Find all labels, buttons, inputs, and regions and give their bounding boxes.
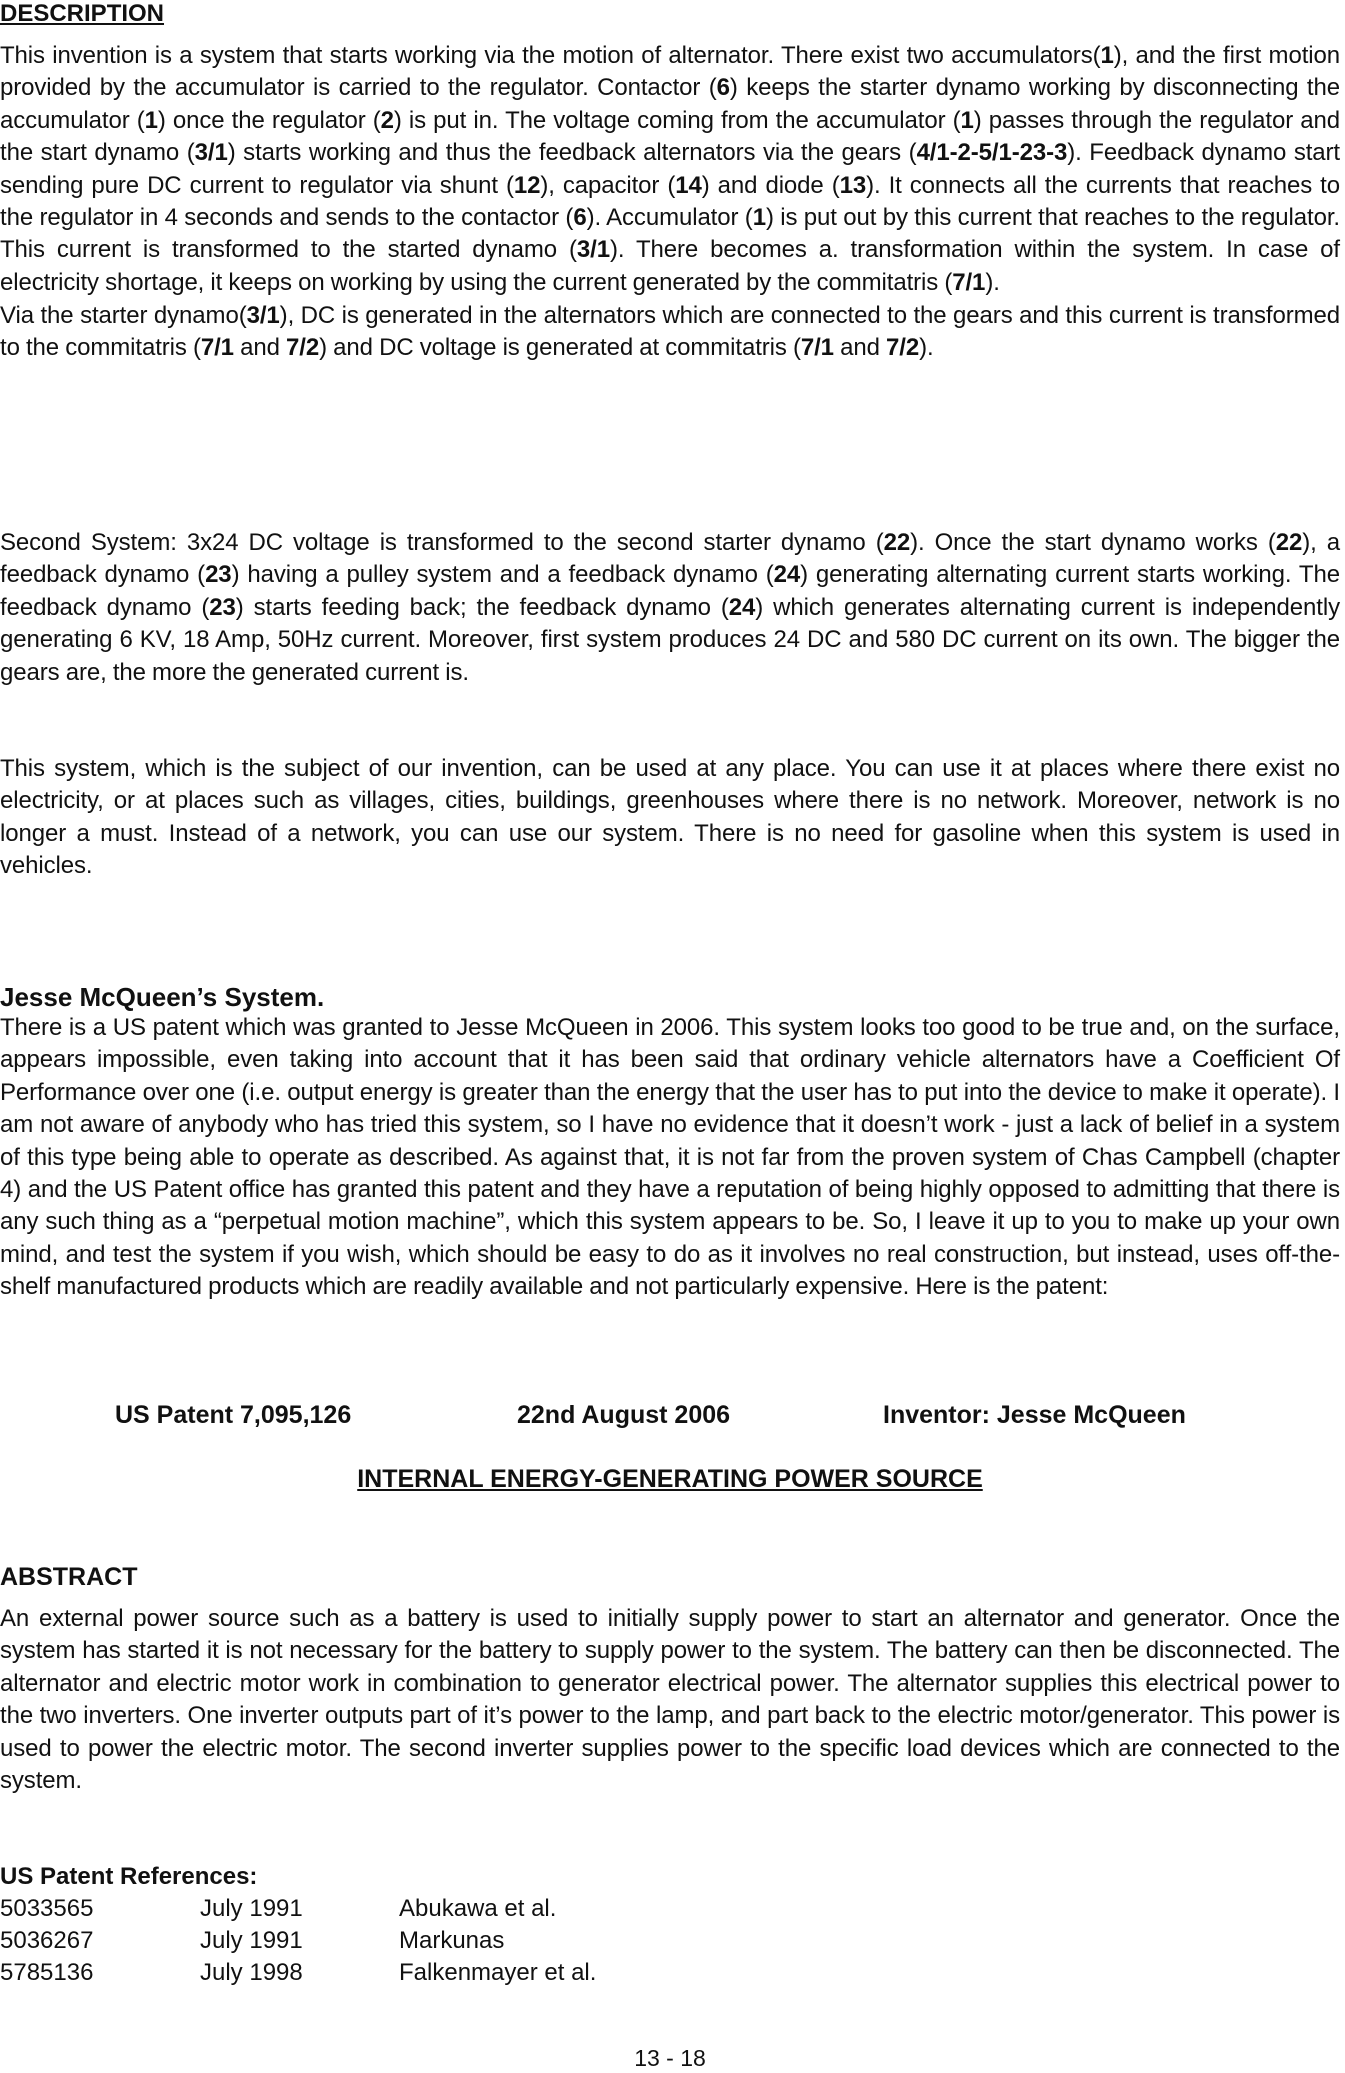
patent-date: 22nd August 2006 [517,1401,731,1429]
reference-numeral: 23 [205,561,232,589]
patent-number: US Patent 7,095,126 [115,1401,352,1429]
reference-numeral: 22 [1275,529,1303,556]
reference-numeral: 3/1 [194,139,228,167]
reference-numeral: 1 [144,106,158,134]
reference-numeral: 7/2 [886,334,920,362]
patent-title: INTERNAL ENERGY-GENERATING POWER SOURCE [357,1465,983,1493]
reference-numeral: 23 [209,593,236,621]
reference-numeral: 22 [883,529,911,556]
page-number: 13 - 18 [634,2045,706,2071]
reference-numeral: 13 [839,171,867,199]
reference-numeral: 1 [752,204,766,232]
reference-numeral: 2 [380,106,394,134]
mcqueen-heading: Jesse McQueen’s System. [0,982,325,1012]
reference-date: July 1991 [200,1927,303,1954]
reference-numeral: 1 [960,106,974,134]
reference-numeral: 1 [1100,42,1114,69]
reference-numeral: 3/1 [246,302,280,329]
reference-numeral: 7/1 [800,334,834,362]
description-heading: DESCRIPTION [0,0,165,27]
reference-date: July 1991 [200,1895,303,1922]
reference-numeral: 14 [675,171,702,199]
description-paragraph-1: This invention is a system that starts working via the motion of alternator. There exist two accumulators(1), and the first motion provided by the accumulator is carried to the regulator. Contactor (6) keeps the starter dynamo working by disconnecting the accumulator (1) once the regulator (2) is put in. The voltage coming from the accumulator (1) passes through the regulator and the start dynamo (3/1) starts working and thus the feedback alternators via the gears (4/1-2-5/1-23-3). Feedback dynamo start sending pure DC current to regulator via shunt (12), capacitor (14) and diode (13). It connects all the currents that reaches to the regulator in 4 seconds and sends to the contactor (6). Accumulator (1) is put out by this current that reaches to the regulator. This current is transformed to the started dynamo (3/1). There becomes a. transformation within the system. In case of electricity shortage, it keeps on working by using the current generated by the commitatris (7/1). [0,42,1340,296]
reference-numeral: 7/1 [200,334,234,362]
reference-numeral: 7/2 [286,334,320,362]
description-paragraph-4: This system, which is the subject of our invention, can be used at any place. You can use it at places where there exist no electricity, or at places such as villages, cities, buildings, greenhouses where there is no network. Moreover, network is no longer a must. Instead of a network, you can use our system. There is no need for gasoline when this system is used in vehicles. [0,755,1340,880]
reference-number: 5036267 [0,1927,94,1954]
description-paragraph-3: Second System: 3x24 DC voltage is transformed to the second starter dynamo (22). Once the start dynamo works (22), a feedback dynamo (23) having a pulley system and a feedback dynamo (24) generating alternating current starts working. The feedback dynamo (23) starts feeding back; the feedback dynamo (24) which generates alternating current is independently generating 6 KV, 18 Amp, 50Hz current. Moreover, first system produces 24 DC and 580 DC current on its own. The bigger the gears are, the more the generated current is. [0,529,1340,686]
abstract-text: An external power source such as a battery is used to initially supply power to start an alternator and generator. Once the system has started it is not necessary for the battery to supply power to the system. The battery can then be disconnected. The alternator and electric motor work in combination to generator electrical power. The alternator supplies this electrical power to the two inverters. One inverter outputs part of it’s power to the lamp, and part back to the electric motor/generator. This power is used to power the electric motor. The second inverter supplies power to the specific load devices which are connected to the system. [0,1605,1340,1795]
mcqueen-paragraph: There is a US patent which was granted to Jesse McQueen in 2006. This system looks too good to be true and, on the surface, appears impossible, even taking into account that it has been said that ordinary vehicle alternators have a Coefficient Of Performance over one (i.e. output energy is greater than the energy that the user has to put into the device to make it operate). I am not aware of anybody who has tried this system, so I have no evidence that it doesn’t work - just a lack of belief in a system of this type being able to operate as described. As against that, it is not far from the proven system of Chas Campbell (chapter 4) and the US Patent office has granted this patent and they have a reputation of being highly opposed to admitting that there is any such thing as a “perpetual motion machine”, which this system appears to be. So, I leave it up to you to make up your own mind, and test the system if you wish, which should be easy to do as it involves no real construction, but instead, uses off-the-shelf manufactured products which are readily available and not particularly expensive. Here is the patent: [0,1014,1340,1301]
reference-numeral: 24 [728,593,756,621]
description-paragraph-2: Via the starter dynamo(3/1), DC is generated in the alternators which are connected to the gears and this current is transformed to the commitatris (7/1 and 7/2) and DC voltage is generated at commitatris (7/1 and 7/2). [0,302,1340,362]
reference-date: July 1998 [200,1959,303,1986]
reference-numeral: 4/1-2-5/1-23-3 [916,139,1068,167]
patent-inventor: Inventor: Jesse McQueen [883,1401,1186,1429]
reference-number: 5785136 [0,1959,94,1986]
references-heading: US Patent References: [0,1863,258,1890]
reference-numeral: 3/1 [576,236,610,264]
reference-name: Falkenmayer et al. [399,1959,597,1986]
reference-numeral: 6 [716,74,730,102]
reference-name: Markunas [399,1927,505,1954]
reference-numeral: 6 [573,204,587,232]
abstract-heading: ABSTRACT [0,1563,138,1591]
reference-numeral: 12 [513,171,541,199]
reference-number: 5033565 [0,1895,94,1922]
reference-numeral: 7/1 [952,268,986,296]
reference-name: Abukawa et al. [399,1895,557,1922]
reference-numeral: 24 [773,561,801,589]
